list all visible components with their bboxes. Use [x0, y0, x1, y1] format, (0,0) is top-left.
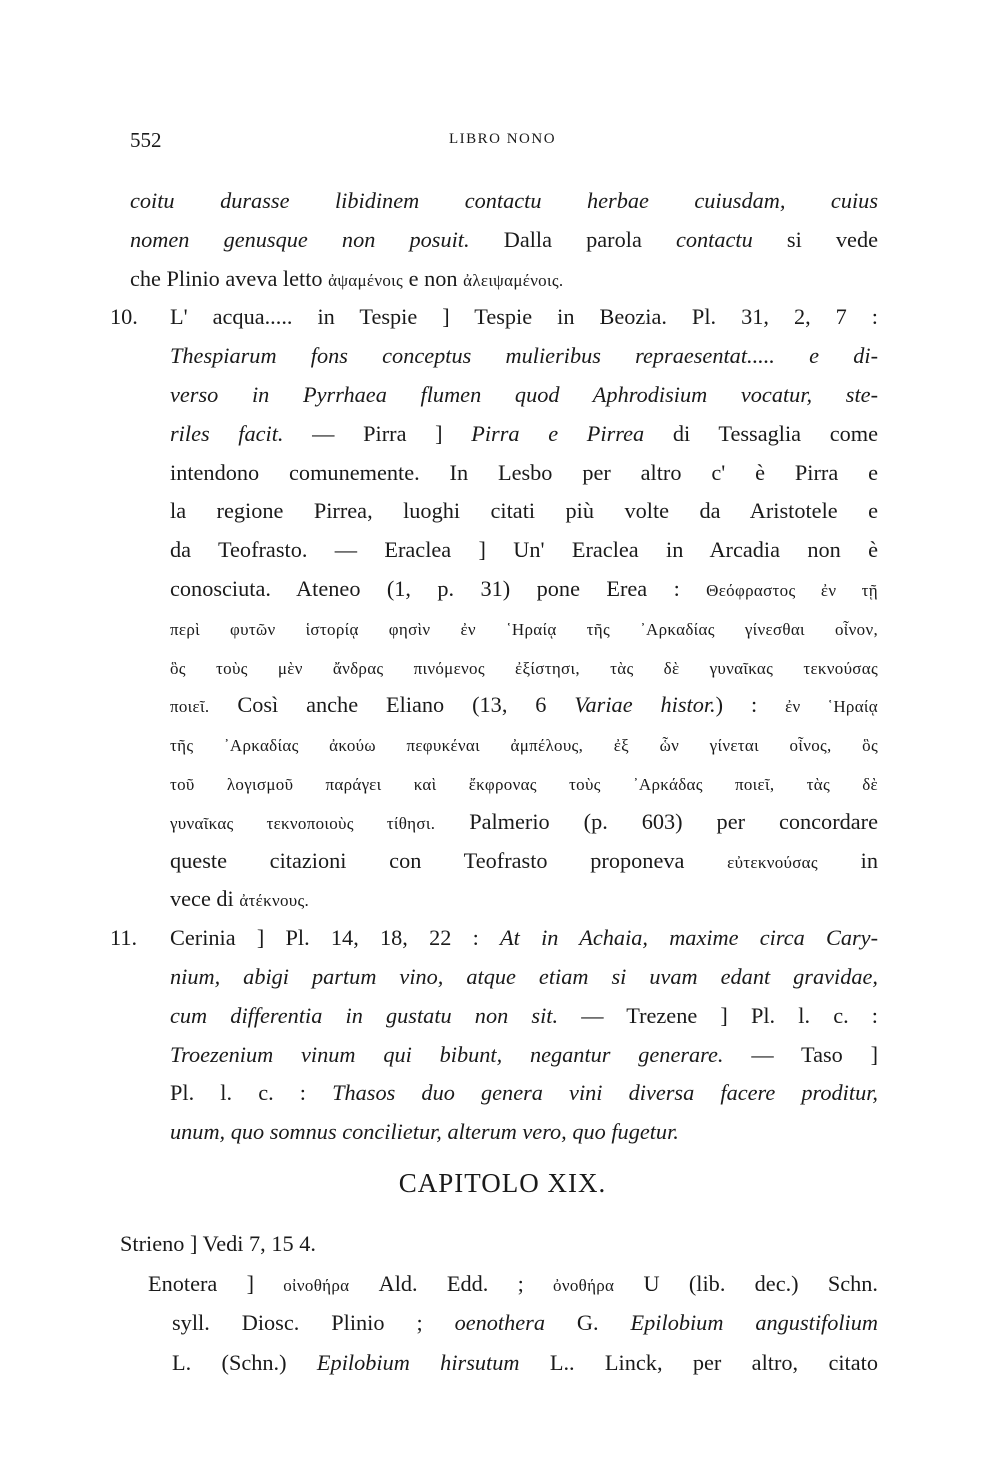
- greek-text: εὐτεκνούσας: [727, 852, 818, 872]
- text-run: Cerinia ] Pl. 14, 18, 22 :: [170, 925, 501, 951]
- text-run: — Taso ]: [723, 1041, 879, 1067]
- greek-text: ἀλειψαμένοις.: [463, 270, 564, 290]
- italic-text: cum differentia in gustatu non sit.: [170, 1002, 559, 1028]
- text-line: [130, 648, 878, 687]
- text-line: [130, 531, 878, 570]
- text-line: [130, 415, 878, 454]
- greek-text: ἀψαμένοις: [328, 270, 404, 290]
- text-run: intendono comunemente. In Lesbo per altro c' è Pirra e: [170, 459, 878, 485]
- italic-text: At in Achaia, maxime circa Cary-: [500, 925, 879, 951]
- italic-text: Variae histor.: [574, 692, 716, 718]
- italic-text: verso in Pyrrhaea flumen quod Aphrodisium vocatur, ste-: [170, 381, 878, 407]
- text-run: L.. Linck, per altro, citato: [519, 1349, 878, 1375]
- text-run: Enotera ]: [148, 1270, 284, 1296]
- text-run: vece di: [170, 886, 240, 912]
- text-run: e non: [403, 265, 464, 291]
- text-run: G.: [545, 1310, 631, 1335]
- greek-text: ὃς τοὺς μὲν ἄνδρας πινόμενος ἐξίστησι, τὰς δὲ γυναῖκας τεκνούσας: [170, 658, 878, 678]
- text-run: Dalla parola: [469, 226, 676, 252]
- greek-text: τοῦ λογισμοῦ παράγει καὶ ἔκφρονας τοὺς ᾿Αρκάδας ποιεῖ, τὰς δὲ: [170, 774, 878, 794]
- italic-text: nium, abigi partum vino, atque etiam si uvam edant gravidae,: [170, 963, 878, 989]
- text-line: [130, 609, 878, 648]
- text-run: — Pirra ]: [283, 420, 472, 446]
- italic-text: Pirra e Pirrea: [471, 420, 645, 446]
- text-run: — Trezene ] Pl. l. c. :: [558, 1002, 879, 1028]
- text-line: [130, 492, 878, 531]
- text-line: [130, 454, 878, 493]
- greek-text: ὀνοθήρα: [553, 1275, 615, 1295]
- text-run: U (lib. dec.) Schn.: [614, 1270, 878, 1296]
- italic-text: contactu: [675, 226, 753, 252]
- text-line: [130, 221, 878, 260]
- text-run: conosciuta. Ateneo (1, p. 31) pone Erea :: [170, 575, 707, 601]
- text-run: Palmerio (p. 603) per concordare: [435, 808, 878, 834]
- greek-text: περὶ φυτῶν ἱστορίᾳ φησὶν ἐν ῾Ηραίᾳ τῆς ᾿Αρκαδίας γίνεσθαι οἶνον,: [170, 619, 878, 639]
- text-line: [130, 376, 878, 415]
- text-run: si vede: [752, 226, 878, 252]
- italic-text: Troezenium vinum qui bibunt, negantur generare.: [170, 1041, 724, 1067]
- italic-text: coitu durasse libidinem contactu herbae cuiusdam, cuius: [130, 188, 878, 213]
- greek-text: γυναῖκας τεκνοποιοὺς τίθησι.: [170, 813, 436, 833]
- text-line: [130, 260, 878, 299]
- text-line: [130, 725, 878, 764]
- greek-text: ἐν ῾Ηραίᾳ: [785, 697, 878, 717]
- text-run: queste citazioni con Teofrasto proponeva: [170, 847, 728, 873]
- text-line: [110, 298, 878, 337]
- text-line: [130, 1113, 878, 1152]
- greek-text: Θεόφραστος ἐν τῇ: [706, 580, 878, 600]
- italic-text: Thespiarum fons conceptus mulieribus repraesentat..... e di-: [170, 343, 878, 369]
- text-run: la regione Pirrea, luoghi citati più volte da Aristotele e: [170, 498, 878, 524]
- italic-text: Epilobium angustifolium: [630, 1310, 879, 1335]
- italic-text: riles facit.: [170, 420, 284, 446]
- text-run: syll. Diosc. Plinio ;: [172, 1310, 455, 1335]
- text-run: Strieno ] Vedi 7, 15 4.: [120, 1231, 316, 1256]
- text-run: L. (Schn.): [172, 1349, 317, 1375]
- greek-text: ἀτέκνους.: [239, 891, 310, 911]
- text-run: in: [817, 847, 879, 873]
- text-line: [130, 958, 878, 997]
- page-header: [130, 128, 875, 158]
- text-line: [120, 1264, 878, 1304]
- text-run: L' acqua..... in Tespie ] Tespie in Beozia. Pl. 31, 2, 7 :: [170, 304, 878, 330]
- text-run: di Tessaglia come: [644, 420, 879, 446]
- text-line: [130, 764, 878, 803]
- text-line: [130, 337, 878, 376]
- text-line: [120, 1303, 878, 1343]
- italic-text: unum, quo somnus concilietur, alterum vero, quo fugetur.: [170, 1119, 679, 1145]
- text-line: [130, 842, 878, 881]
- italic-text: Thasos duo genera vini diversa facere proditur,: [332, 1080, 878, 1106]
- text-line: [130, 570, 878, 609]
- body-text: [110, 182, 879, 1152]
- greek-text: τῆς ᾿Αρκαδίας ἀκούω πεφυκέναι ἀμπέλους, ἐξ ὧν γίνεται οἶνος, ὃς: [170, 736, 878, 756]
- entry-number: 10.: [110, 304, 138, 330]
- italic-text: oenothera: [454, 1310, 545, 1335]
- running-head: LIBRO NONO: [448, 131, 557, 147]
- text-line: [110, 919, 879, 958]
- greek-text: οἰνοθήρα: [283, 1275, 350, 1295]
- text-line: [120, 1224, 878, 1264]
- chapter-heading: CAPITOLO XIX.: [398, 1168, 607, 1198]
- text-line: [130, 997, 878, 1036]
- text-run: da Teofrasto. — Eraclea ] Un' Eraclea in Arcadia non è: [170, 537, 878, 563]
- italic-text: nomen genusque non posuit.: [130, 226, 470, 252]
- text-run: Ald. Edd. ;: [349, 1270, 554, 1296]
- text-run: Così anche Eliano (13, 6: [209, 692, 575, 718]
- page-number: 552: [130, 128, 162, 152]
- entry-number: 11.: [110, 925, 138, 951]
- chapter-body: [120, 1224, 878, 1382]
- text-run: che Plinio aveva letto: [130, 265, 329, 291]
- text-line: [130, 880, 878, 919]
- text-line: [120, 1343, 878, 1383]
- text-line: [130, 1036, 878, 1075]
- text-line: [130, 182, 878, 221]
- text-run: ) :: [715, 692, 786, 718]
- text-line: [130, 686, 878, 725]
- text-line: [130, 1074, 878, 1113]
- text-line: [130, 803, 878, 842]
- text-run: Pl. l. c. :: [170, 1080, 333, 1106]
- italic-text: Epilobium hirsutum: [316, 1349, 520, 1375]
- greek-text: ποιεῖ.: [170, 697, 210, 717]
